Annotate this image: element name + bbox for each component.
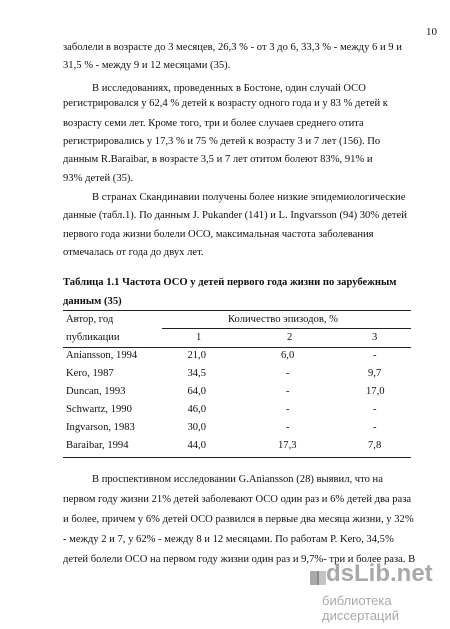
body-text-line: возрасту семи лет. Кроме того, три и более случаев среднего отита — [63, 118, 364, 129]
table-cell-author: Ingvarson, 1983 — [66, 422, 135, 433]
table-rule-header — [63, 347, 411, 348]
table-cell-value: - — [286, 422, 290, 433]
table-cell-value: - — [373, 404, 377, 415]
table-cell-value: 9,7 — [368, 368, 382, 379]
watermark-brand: dsLib.net — [326, 560, 433, 587]
table-cell-author: Schwartz, 1990 — [66, 404, 132, 415]
table-caption: Таблица 1.1 Частота ОСО у детей первого года жизни по зарубежным — [63, 277, 397, 288]
table-cell-value: 44,0 — [187, 440, 206, 451]
table-cell-value: 7,8 — [368, 440, 382, 451]
table-rule-bottom — [63, 457, 411, 458]
body-text-line: и более, причем у 6% детей ОСО развился в первые два месяца жизни, у 32% — [63, 514, 414, 525]
watermark-tagline: библиотека диссертаций — [322, 593, 400, 623]
table-cell-value: 30,0 — [187, 422, 206, 433]
body-text-line: первого года жизни болели ОСО, максимальная частота заболевания — [63, 229, 374, 240]
body-text-line: регистрировались у 17,3 % и 75 % детей к возрасту 3 и 7 лет (156). По — [63, 136, 381, 147]
table-cell-value: - — [286, 404, 290, 415]
table-cell-value: 6,0 — [281, 350, 295, 361]
table-rule-top — [63, 310, 411, 311]
watermark — [310, 560, 450, 629]
table-cell-value: 21,0 — [187, 350, 206, 361]
table-cell-value: - — [373, 422, 377, 433]
table-header-episodes: Количество эпизодов, % — [228, 314, 338, 325]
table-header-author: публикации — [66, 332, 120, 343]
table-cell-value: - — [286, 386, 290, 397]
body-text-line: данные (табл.1). По данным J. Pukander (141) и L. Ingvarsson (94) 30% детей — [63, 210, 407, 221]
body-text-line: первом году жизни 21% детей заболевают ОСО один раз и 6% детей два раза — [63, 494, 412, 505]
body-text-line: В странах Скандинавии получены более низкие эпидемиологические — [92, 192, 406, 203]
table-cell-value: 46,0 — [187, 404, 206, 415]
table-cell-value: 64,0 — [187, 386, 206, 397]
body-text-line: регистрировался у 62,4 % детей к возрасту одного года и у 83 % детей к — [63, 98, 388, 109]
page-number: 10 — [426, 26, 437, 38]
table-cell-value: 17,3 — [278, 440, 297, 451]
table-caption: данным (35) — [63, 296, 122, 307]
body-text-line: заболели в возрасте до 3 месяцев, 26,3 % - от 3 до 6, 33,3 % - между 6 и 9 и — [63, 42, 402, 53]
book-logo-icon — [308, 568, 328, 588]
body-text-line: В исследованиях, проведенных в Бостоне, один случай ОСО — [92, 83, 366, 94]
body-text-line: данным R.Baraibar, в возрасте 3,5 и 7 лет отитом болеют 83%, 91% и — [63, 154, 373, 165]
table-col-label: 1 — [196, 332, 202, 343]
table-rule-sub — [162, 328, 411, 329]
body-text-line: отмечалась от года до двух лет. — [63, 247, 204, 258]
table-cell-author: Aniansson, 1994 — [66, 350, 138, 361]
table-cell-author: Duncan, 1993 — [66, 386, 126, 397]
table-cell-value: - — [286, 368, 290, 379]
table-cell-value: 34,5 — [187, 368, 206, 379]
table-cell-author: Kero, 1987 — [66, 368, 114, 379]
body-text-line: детей болели ОСО на первом году жизни один раз и 9,7%- три и более раза. В — [63, 554, 416, 565]
table-cell-value: - — [373, 350, 377, 361]
table-col-label: 2 — [287, 332, 293, 343]
table-cell-author: Baraibar, 1994 — [66, 440, 129, 451]
body-text-line: 31,5 % - между 9 и 12 месяцами (35). — [63, 60, 231, 71]
table-cell-value: 17,0 — [366, 386, 385, 397]
body-text-line: В проспективном исследовании G.Aniansson (28) выявил, что на — [92, 474, 383, 485]
body-text-line: 93% детей (35). — [63, 173, 134, 184]
table-header-author: Автор, год — [66, 314, 114, 325]
table-col-label: 3 — [372, 332, 378, 343]
body-text-line: - между 2 и 7, у 62% - между 8 и 12 месяцами. По работам Р. Kero, 34,5% — [63, 534, 394, 545]
